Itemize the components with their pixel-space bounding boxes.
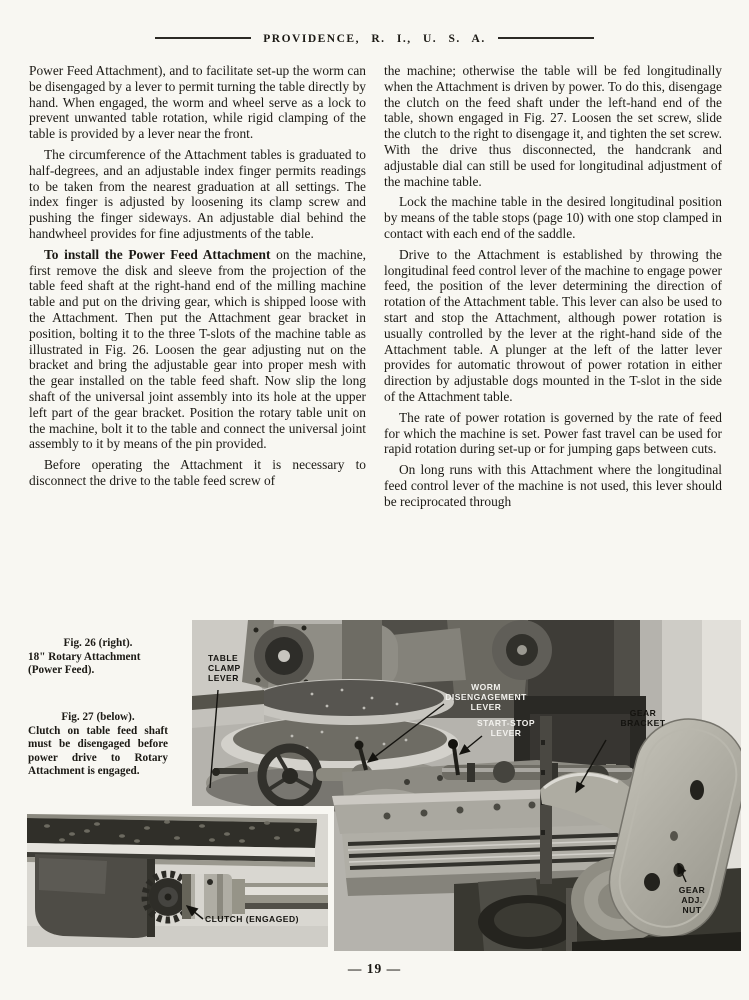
- gear-bracket-label: GEAR BRACKET: [620, 708, 666, 728]
- paragraph: On long runs with this Attachment where the longitudinal feed control lever of the machine is not used, this lever should be reciprocated through: [384, 462, 722, 509]
- body-column-left: [29, 63, 366, 489]
- start-stop-lever-label: START-STOP LEVER: [476, 718, 536, 738]
- body-column-right: [384, 63, 722, 510]
- figure-27-caption: [28, 711, 168, 779]
- paragraph: The rate of power rotation is governed by the rate of feed for which the machine is set. Power fast travel can be used for rapid rotation during set-up or for jumping gaps between cuts.: [384, 409, 722, 457]
- paragraph: Power Feed Attachment), and to facilitate set-up the worm can be disengaged by a lever to permit turning the table directly by hand. When engaged, the worm and wheel serve as a lock to prevent unwanted table rotation, while rigid clamping of the table is provided by a lever near the front.: [29, 63, 366, 142]
- header-rule-left: [155, 37, 251, 39]
- paragraph: Lock the machine table in the desired longitudinal position by means of the table stops (page 10) with one stop clamped in contact with each end of the saddle.: [384, 194, 722, 241]
- worm-disengagement-lever-label: WORM DISENGAGEMENT LEVER: [445, 682, 527, 712]
- header-rule-right: [498, 37, 594, 39]
- figure-26-caption-title: Fig. 26 (right).: [63, 637, 133, 649]
- paragraph: Drive to the Attachment is established by throwing the longitudinal feed control lever of the machine to engage power feed, the position of the lever determining the direction of rotation of the Attachment table. This lever can also be used to start and stop the Attachment, although power rotation is usually controlled by the lever at the right-hand side of the Attachment table. A plunger at the left of the latter lever provides for automatic throwout of power rotation in either direction by adjustable dogs mounted in the T-slot in the side of the Attachment table.: [384, 246, 722, 404]
- paragraph: To install the Power Feed Attachment on the machine, first remove the disk and sleeve from the projection of the table feed shaft at the right-hand end of the milling machine table and put on the driving gear, which is shipped loose with the Attachment. Then put the Attachment gear bracket in position, bolting it to the three T-slots of the machine table as illustrated in Fig. 26. Loosen the gear adjusting nut on the bracket and bring the adjustable gear into proper mesh with the gear installed on the table feed shaft. Now slip the long shaft of the universal joint assembly into its hole at the upper left part of the gear bracket. Position the rotary table unit on the machine, bolt it to the table and connect the universal joint assembly to it by means of the pin provided.: [29, 246, 367, 452]
- gear-adj-nut-label: GEAR ADJ. NUT: [678, 885, 706, 915]
- clutch-engaged-label: CLUTCH (ENGAGED): [205, 914, 299, 924]
- figure-27-caption-body: Clutch on table feed shaft must be disengaged before power drive to Rotary Attachment is engaged.: [28, 724, 168, 778]
- clutch-illustration: [27, 814, 328, 947]
- page-header: [0, 33, 749, 45]
- figure-27-caption-title: Fig. 27 (below).: [61, 711, 135, 723]
- paragraph: the machine; otherwise the table will be fed longitudinally when the Attachment is driven by power. To do this, disengage the clutch on the feed shaft under the left-hand end of the table, shown engaged in Fig. 27. Loosen the set screw, slide the clutch to the right to disengage it, and tighten the set screw. With the drive thus disconnected, the handcrank and adjustable dial can still be used for longitudinal adjustment of the machine table.: [384, 63, 722, 189]
- table-clamp-lever-label: TABLE CLAMP LEVER: [208, 653, 241, 683]
- paragraph: The circumference of the Attachment tables is graduated to half-degrees, and an adjustable index finger permits readings to be taken from the nearest graduation at all settings. The index finger is adjusted by loosening its clamp screw and pushing the finger sideways. An adjustable dial behind the handwheel provides for fine adjustments of the table.: [29, 146, 366, 241]
- figure-26-caption: [28, 637, 168, 678]
- figure-27-photo: [27, 814, 328, 947]
- figure-26-caption-line: 18" Rotary Attachment: [28, 650, 141, 663]
- figure-26-caption-line: (Power Feed).: [28, 664, 95, 677]
- paragraph: Before operating the Attachment it is necessary to disconnect the drive to the table feed screw of: [29, 457, 366, 488]
- header-title: PROVIDENCE, R. I., U. S. A.: [263, 33, 486, 45]
- page-number: — 19 —: [347, 961, 402, 976]
